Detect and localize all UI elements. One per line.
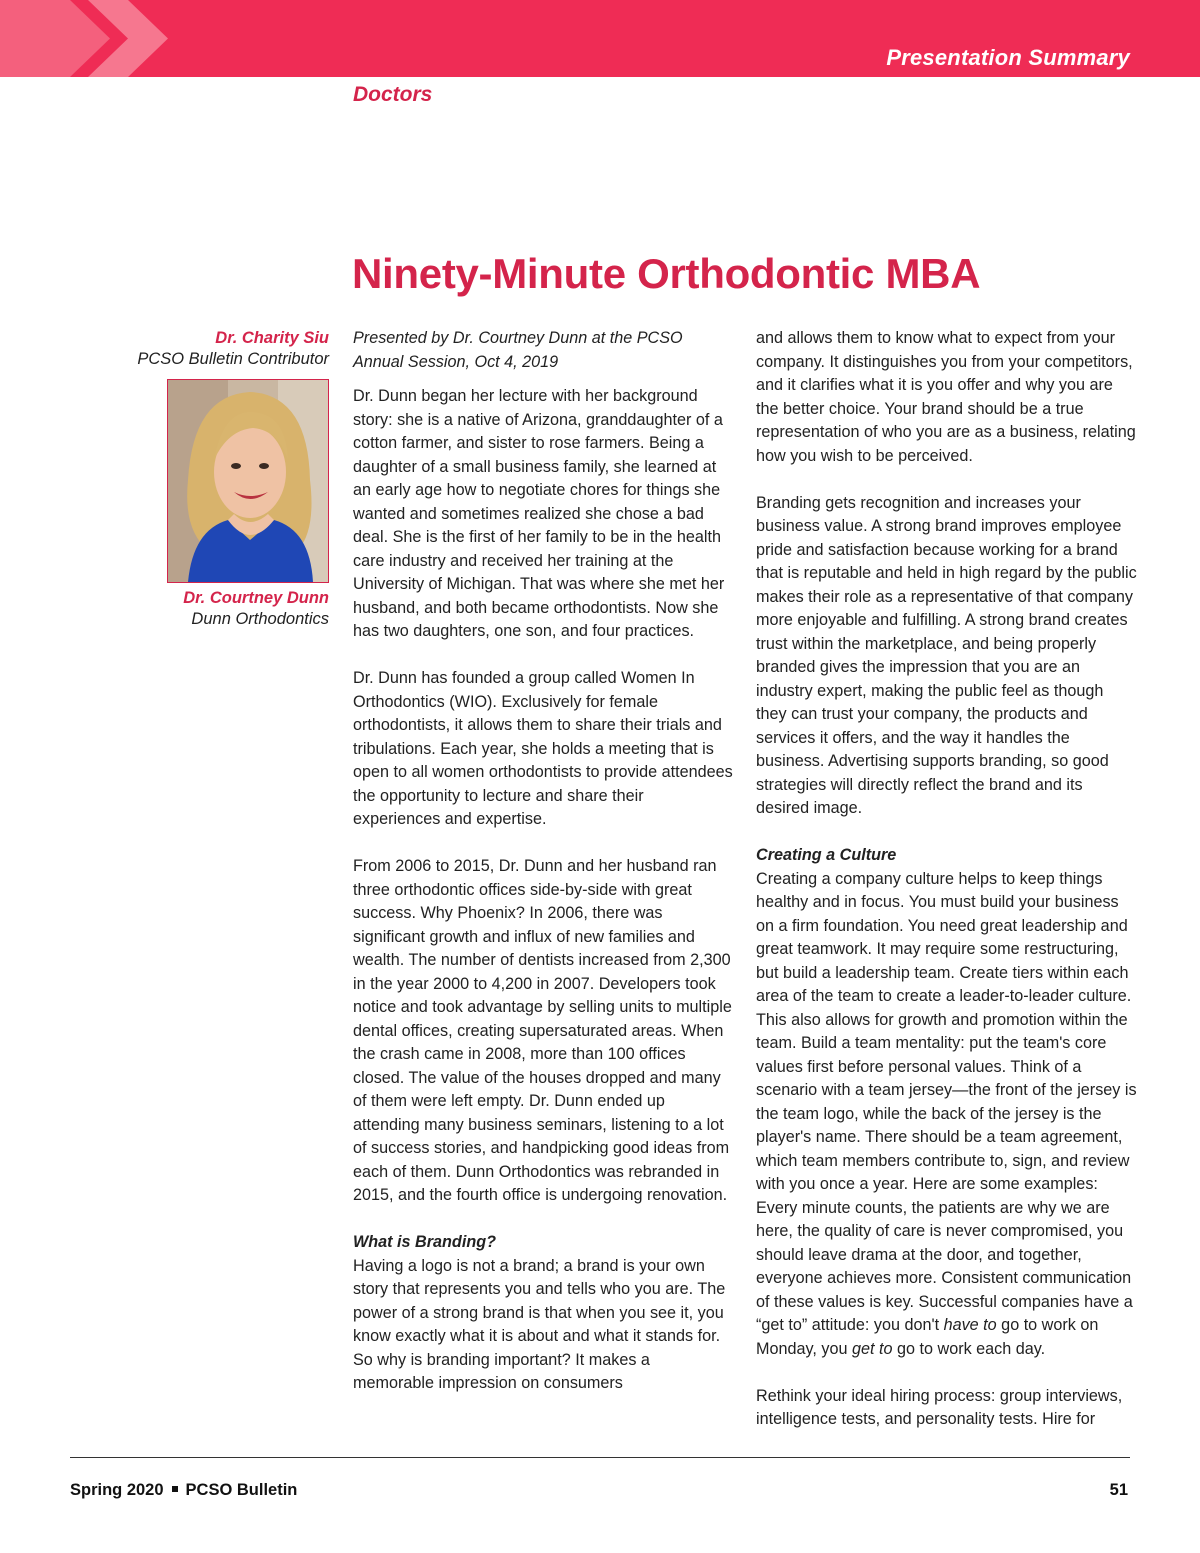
author-credit bbox=[100, 328, 329, 370]
paragraph: From 2006 to 2015, Dr. Dunn and her husband ran three orthodontic offices side-by-side with great success. Why Phoenix? In 2006, there was significant growth and influx of new families and wealth. The number of dentists increased from 2,300 in the year 2000 to 4,200 in 2007. Developers took notice and took advantage by selling units to multiple dental offices, creating supersaturated areas. When the crash came in 2008, more than 100 offices closed. The value of the houses dropped and many of them were left empty. Dr. Dunn ended up attending many business seminars, listening to a lot of success stories, and handpicking good ideas from each of them. Dunn Orthodontics was rebranded in 2015, and the fourth office is undergoing renovation. bbox=[353, 857, 732, 1204]
body-column-2 bbox=[756, 327, 1138, 1455]
page-number: 51 bbox=[1109, 1481, 1128, 1499]
subheading-culture: Creating a Culture bbox=[756, 846, 897, 864]
paragraph: and allows them to know what to expect from your company. It distinguishes you from your competitors, and it clarifies what it is you offer and why you are the better choice. Your brand should be a true representation of who you are as a business, relating how you wish to be perceived. bbox=[756, 329, 1136, 465]
subject-credit bbox=[100, 588, 329, 630]
square-bullet-icon bbox=[172, 1486, 178, 1492]
article-title: Ninety-Minute Orthodontic MBA bbox=[352, 250, 981, 297]
section-label: Presentation Summary bbox=[886, 45, 1130, 70]
paragraph: Rethink your ideal hiring process: group interviews, intelligence tests, and personality tests. Hire for bbox=[756, 1386, 1123, 1428]
portrait-photo bbox=[167, 379, 329, 583]
body-column-1 bbox=[353, 327, 735, 1419]
subject-practice: Dunn Orthodontics bbox=[191, 610, 329, 628]
presenter-note: Presented by Dr. Courtney Dunn at the PCSO Annual Session, Oct 4, 2019 bbox=[353, 329, 683, 371]
paragraph: Having a logo is not a brand; a brand is your own story that represents you and tells who you are. The power of a strong brand is that when you see it, you know exactly what it is about and what it stands for. So why is branding important? It makes a memorable impression on consumers bbox=[353, 1256, 726, 1392]
paragraph: Dr. Dunn has founded a group called Women In Orthodontics (WIO). Exclusively for female orthodontists, it allows them to share their trials and tribulations. Each year, she holds a meeting that is open to all women orthodontists to provide attendees the opportunity to lecture and share their experiences and expertise. bbox=[353, 669, 733, 828]
publication-label: PCSO Bulletin bbox=[185, 1481, 298, 1499]
issue-label: Spring 2020 bbox=[70, 1481, 164, 1499]
header-banner bbox=[0, 0, 1200, 77]
chevron-arrows-icon bbox=[0, 0, 200, 77]
footer-divider bbox=[70, 1457, 1130, 1458]
subheading-branding: What is Branding? bbox=[353, 1233, 496, 1251]
subject-name: Dr. Courtney Dunn bbox=[183, 589, 329, 607]
paragraph: Dr. Dunn began her lecture with her background story: she is a native of Arizona, granddaughter of a cotton farmer, and sister to rose farmers. Being a daughter of a small business family, she learned at an early age how to negotiate chores for things she wanted and sometimes realized she chose a bad deal. She is the first of her family to be in the health care industry and received her training at the University of Michigan. That was where she met her husband, and both became orthodontists. Now she has two daughters, one son, and four practices. bbox=[353, 387, 725, 640]
category-label: Doctors bbox=[353, 83, 433, 106]
author-name: Dr. Charity Siu bbox=[215, 329, 329, 347]
paragraph: Branding gets recognition and increases your business value. A strong brand improves employee pride and satisfaction because working for a brand that is reputable and held in high regard by the public makes their role as a representative of that company more enjoyable and fulfilling. A strong brand creates trust within the marketplace, and being properly branded gives the impression that you are an industry expert, making the public feel as though they can trust your company, the products and services it offers, and the way it handles the business. Advertising supports branding, so good strategies will directly reflect the brand and its desired image. bbox=[756, 493, 1137, 817]
author-role: PCSO Bulletin Contributor bbox=[137, 350, 329, 368]
footer-issue bbox=[70, 1481, 297, 1500]
paragraph: Creating a company culture helps to keep things healthy and in focus. You must build your business on a firm foundation. You need great leadership and great teamwork. It may require some restructuring, but build a leadership team. Create tiers within each area of the team to create a leader-to-leader culture. This also allows for growth and promotion within the team. Build a team mentality: put the team's core values first before personal values. Think of a scenario with a team jersey—the front of the jersey is the team logo, while the back of the jersey is the player's name. There should be a team agreement, which team members contribute to, sign, and review with you once a year. Here are some examples: Every minute counts, the patients are why we are here, the quality of care is never compromised, you should leave drama at the door, and together, everyone achieves more. Consistent communication of these values is key. Successful companies have a “get to” attitude: you don't have to go to work on Monday, you get to go to work each day. bbox=[756, 869, 1137, 1358]
